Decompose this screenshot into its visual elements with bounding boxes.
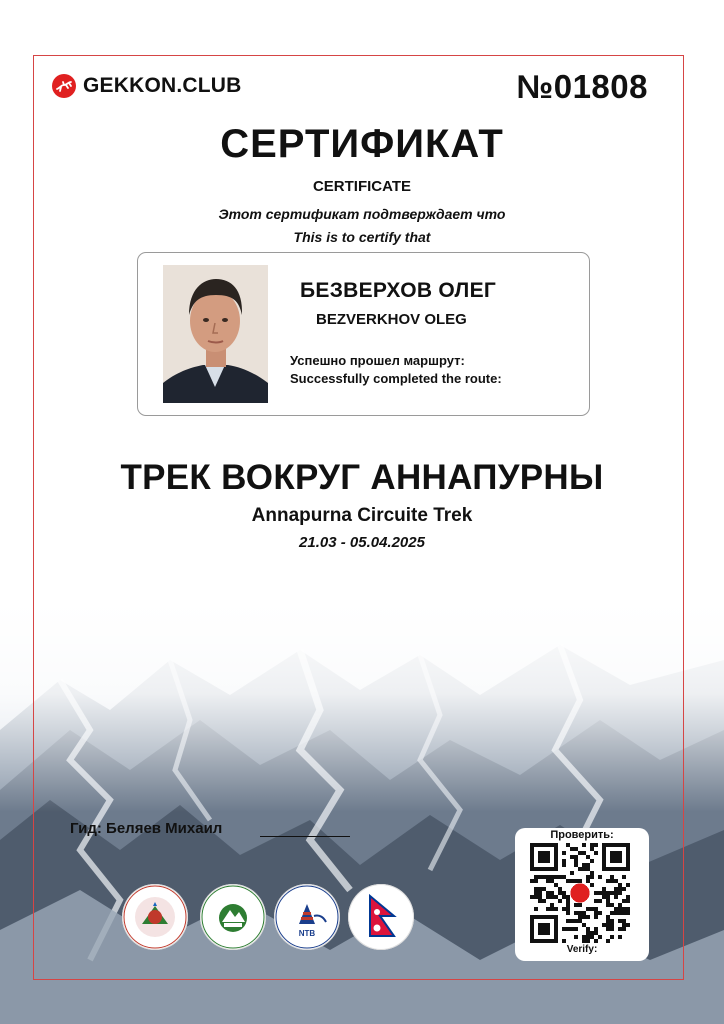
ntb-seal-icon [274,884,340,950]
brand-logo[interactable] [52,74,242,98]
gecko-logo-icon [52,74,76,98]
verify-qr-code[interactable] [530,843,630,943]
trek-name-en: Annapurna Circuite Trek [251,505,473,526]
recipient-name-en: BEZVERKHOV OLEG [316,311,467,328]
recipient-name-ru: БЕЗВЕРХОВ ОЛЕГ [300,279,497,302]
trek-name-ru: ТРЕК ВОКРУГ АННАПУРНЫ [120,458,604,497]
qr-center-logo-icon [570,883,589,902]
signature-line [260,836,350,837]
svg-text:NTB: NTB [298,929,316,938]
verify-label-en: Verify: [566,944,598,955]
taan-seal-icon [200,884,266,950]
trek-dates: 21.03 - 05.04.2025 [299,534,425,551]
certificate-number: №01808 [516,68,648,105]
nepal-flag-icon [348,884,414,950]
certificate-title: СЕРТИФИКАТ [220,122,504,166]
recipient-photo [163,265,268,403]
nepal-government-seal-icon [122,884,188,950]
route-label-en: Successfully completed the route: [290,371,502,386]
intro-text-en: This is to certify that [293,229,431,245]
brand-name: GEKKON.CLUB [83,74,242,97]
intro-text-ru: Этот сертификат подтверждает что [218,206,506,222]
guide-label: Гид: Беляев Михаил [70,820,223,837]
verify-label-ru: Проверить: [550,829,614,841]
route-label-ru: Успешно прошел маршрут: [290,353,465,368]
certificate-subtitle: CERTIFICATE [312,178,412,195]
